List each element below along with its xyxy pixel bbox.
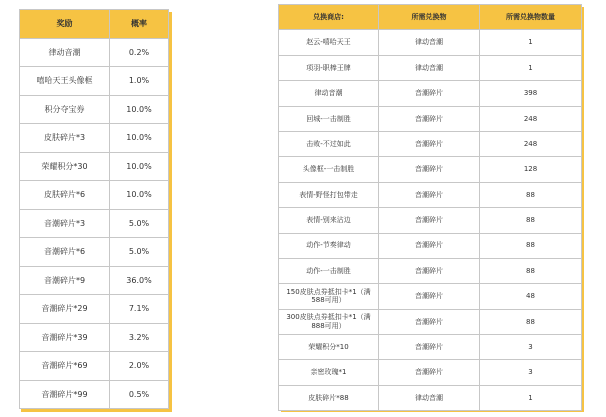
required-item-cell: 音潮碎片 [379,81,480,106]
shop-item-cell: 赵云-嘻哈天王 [279,30,379,55]
reward-cell: 嘻哈天王头像框 [20,67,110,96]
table-row [279,157,582,182]
required-quantity-cell: 1 [480,385,582,410]
table-header-row [20,10,169,39]
required-quantity-cell: 48 [480,284,582,309]
shop-item-cell: 律动音潮 [279,81,379,106]
required-item-cell: 音潮碎片 [379,157,480,182]
table-row [279,55,582,80]
table-row [279,360,582,385]
required-item-cell: 音潮碎片 [379,284,480,309]
table-row [279,233,582,258]
required-quantity-cell: 3 [480,335,582,360]
shop-item-cell: 项羽-职棒王牌 [279,55,379,80]
table-row [279,258,582,283]
probability-cell: 36.0% [110,266,169,295]
shop-item-cell: 表情-野怪打包带走 [279,182,379,207]
shop-item-cell: 表情-别来沾边 [279,208,379,233]
header-required-item: 所需兑换物 [379,5,480,30]
reward-cell: 音潮碎片*69 [20,352,110,381]
probability-cell: 0.2% [110,38,169,67]
header-required-quantity: 所需兑换物数量 [480,5,582,30]
probability-cell: 2.0% [110,352,169,381]
table-row [20,95,169,124]
required-quantity-cell: 88 [480,208,582,233]
reward-cell: 音潮碎片*39 [20,323,110,352]
required-quantity-cell: 248 [480,106,582,131]
table-row [20,295,169,324]
header-exchange-shop: 兑换商店: [279,5,379,30]
table-row [20,181,169,210]
required-item-cell: 音潮碎片 [379,335,480,360]
required-quantity-cell: 88 [480,309,582,334]
shop-item-cell: 荣耀积分*10 [279,335,379,360]
required-quantity-cell: 88 [480,258,582,283]
reward-cell: 荣耀积分*30 [20,152,110,181]
table-row [279,30,582,55]
required-item-cell: 律动音潮 [379,55,480,80]
table-row [279,385,582,410]
table-row [20,209,169,238]
shop-item-cell: 动作-节奏律动 [279,233,379,258]
required-quantity-cell: 1 [480,55,582,80]
table-row [20,352,169,381]
probability-cell: 10.0% [110,152,169,181]
required-quantity-cell: 3 [480,360,582,385]
required-item-cell: 音潮碎片 [379,131,480,156]
reward-cell: 皮肤碎片*6 [20,181,110,210]
table-row [20,124,169,153]
table-row [279,335,582,360]
table-row [279,106,582,131]
reward-cell: 积分夺宝券 [20,95,110,124]
table-row [20,67,169,96]
probability-cell: 10.0% [110,181,169,210]
required-item-cell: 音潮碎片 [379,360,480,385]
table-row [279,309,582,334]
table-row [20,323,169,352]
reward-cell: 皮肤碎片*3 [20,124,110,153]
shop-item-cell: 动作-一击制胜 [279,258,379,283]
probability-cell: 10.0% [110,95,169,124]
required-quantity-cell: 128 [480,157,582,182]
required-item-cell: 音潮碎片 [379,106,480,131]
required-quantity-cell: 398 [480,81,582,106]
shop-item-cell: 300皮肤点券抵扣卡*1（满888可用） [279,309,379,334]
table-row [279,284,582,309]
probability-cell: 1.0% [110,67,169,96]
shop-item-cell: 亲密玫瑰*1 [279,360,379,385]
required-item-cell: 音潮碎片 [379,258,480,283]
required-item-cell: 音潮碎片 [379,182,480,207]
reward-cell: 音潮碎片*6 [20,238,110,267]
table-header-row [279,5,582,30]
probability-cell: 7.1% [110,295,169,324]
table-row [20,266,169,295]
required-item-cell: 律动音潮 [379,385,480,410]
reward-cell: 律动音潮 [20,38,110,67]
shop-item-cell: 头像框-一击制胜 [279,157,379,182]
table-row [20,380,169,409]
table-row [279,182,582,207]
required-item-cell: 音潮碎片 [379,309,480,334]
required-item-cell: 音潮碎片 [379,233,480,258]
reward-cell: 音潮碎片*99 [20,380,110,409]
table-row [279,131,582,156]
probability-cell: 0.5% [110,380,169,409]
reward-cell: 音潮碎片*3 [20,209,110,238]
table-row [279,81,582,106]
required-quantity-cell: 1 [480,30,582,55]
table-row [20,38,169,67]
shop-item-cell: 150皮肤点券抵扣卡*1（满588可用） [279,284,379,309]
required-quantity-cell: 248 [480,131,582,156]
header-reward: 奖励 [20,10,110,39]
reward-probability-table [19,9,169,409]
header-probability: 概率 [110,10,169,39]
required-quantity-cell: 88 [480,182,582,207]
table-row [20,152,169,181]
reward-cell: 音潮碎片*29 [20,295,110,324]
shop-item-cell: 回城-一击制胜 [279,106,379,131]
reward-cell: 音潮碎片*9 [20,266,110,295]
probability-cell: 5.0% [110,209,169,238]
required-item-cell: 音潮碎片 [379,208,480,233]
probability-cell: 5.0% [110,238,169,267]
probability-cell: 3.2% [110,323,169,352]
exchange-shop-table [278,4,582,411]
required-item-cell: 律动音潮 [379,30,480,55]
shop-item-cell: 击败-不过如此 [279,131,379,156]
required-quantity-cell: 88 [480,233,582,258]
table-row [279,208,582,233]
probability-cell: 10.0% [110,124,169,153]
shop-item-cell: 皮肤碎片*88 [279,385,379,410]
table-row [20,238,169,267]
